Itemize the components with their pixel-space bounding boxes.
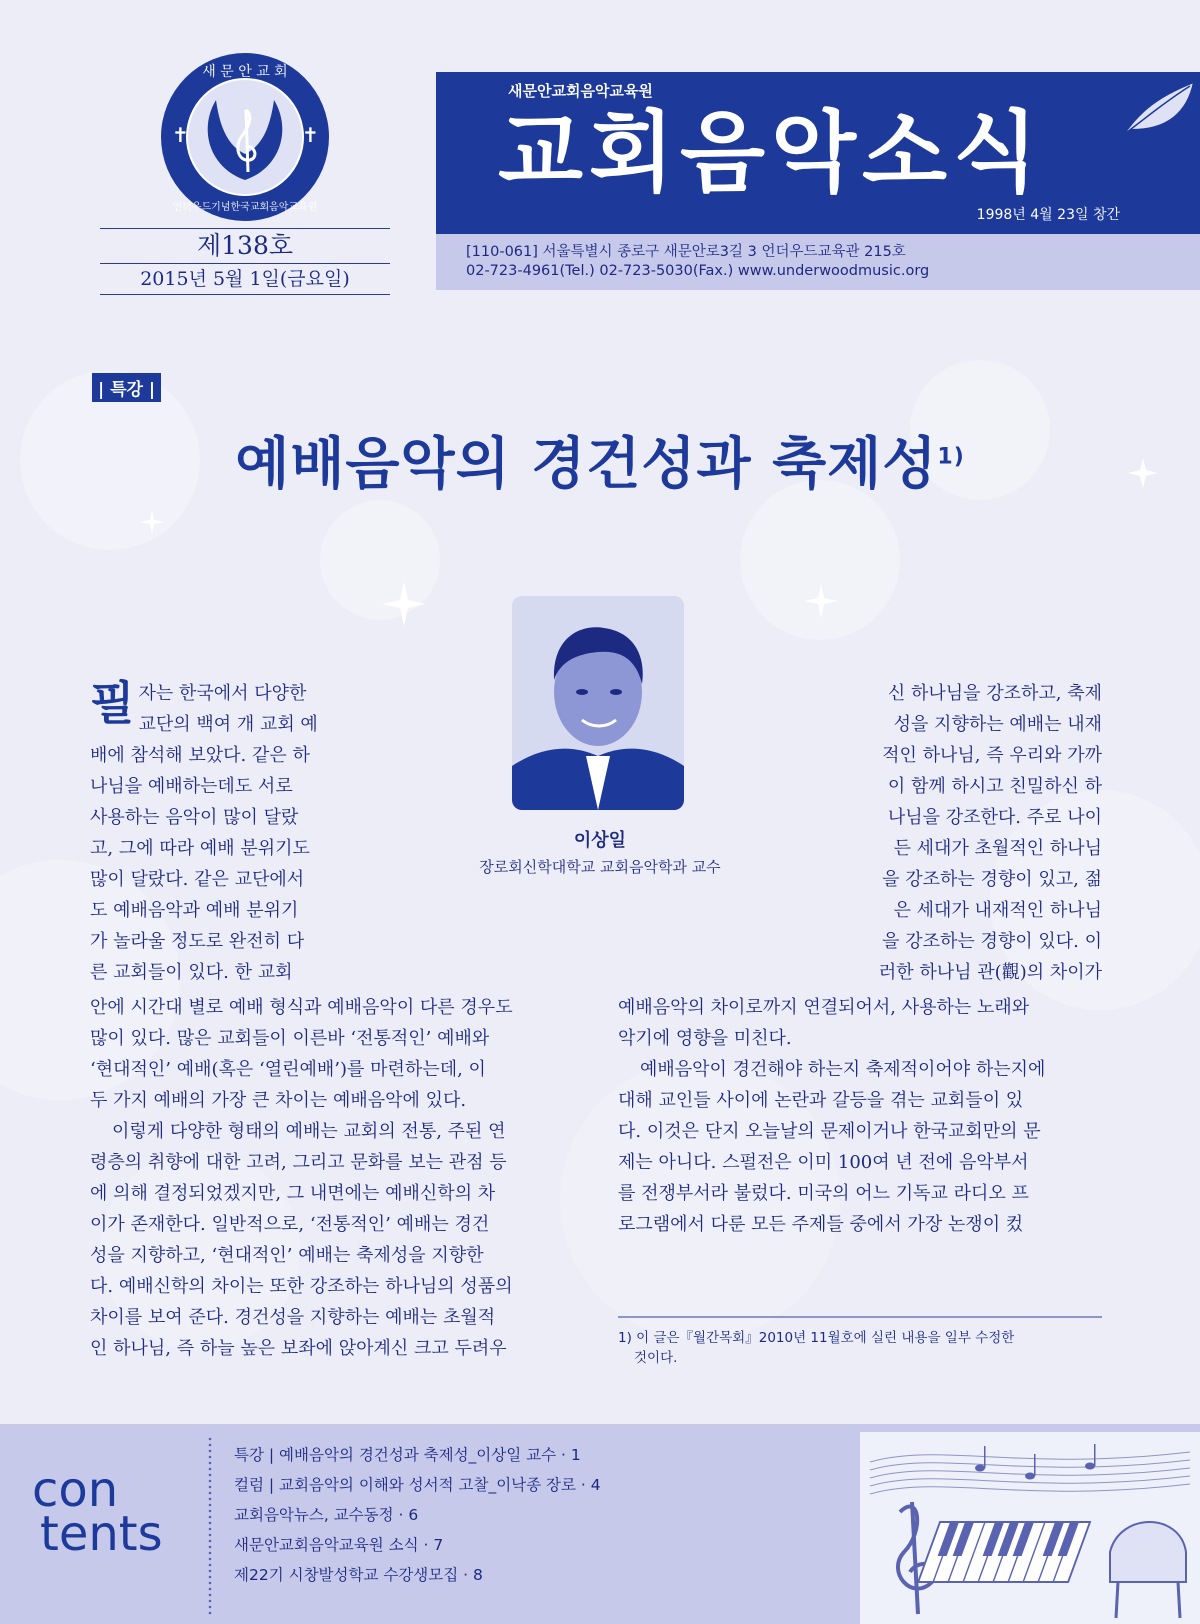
text-line: 러한 하나님 관(觀)의 차이가 bbox=[878, 962, 1102, 983]
section-tag: | 특강 | bbox=[92, 373, 161, 402]
svg-text:✝: ✝ bbox=[172, 123, 189, 147]
text-line: 이 함께 하시고 친밀하신 하 bbox=[887, 776, 1102, 797]
text-line: 고, 그에 따라 예배 분위기도 bbox=[90, 838, 310, 859]
drop-cap: 필 bbox=[90, 676, 135, 730]
text-line: 령층의 취향에 대한 고려, 그리고 문화를 보는 관점 등 bbox=[90, 1152, 507, 1173]
footnote bbox=[618, 1328, 1102, 1368]
issue-block bbox=[100, 228, 390, 295]
contents-list bbox=[234, 1440, 601, 1590]
text-line: 을 강조하는 경향이 있고, 젊 bbox=[882, 869, 1102, 890]
text-line: 로그램에서 다룬 모든 주제들 중에서 가장 논쟁이 컸 bbox=[618, 1214, 1024, 1235]
article-column-left-bottom bbox=[90, 992, 580, 1364]
seal-emblem bbox=[158, 50, 332, 224]
title-banner bbox=[436, 72, 1200, 234]
author-portrait bbox=[512, 596, 684, 810]
text-line: 성을 지향하는 예배는 내재 bbox=[893, 714, 1102, 735]
text-line: 자는 한국에서 다양한 bbox=[138, 683, 307, 704]
piano-illustration bbox=[860, 1432, 1200, 1624]
text-line: 도 예배음악과 예배 분위기 bbox=[90, 900, 299, 921]
author-affiliation: 장로회신학대학교 교회음악학과 교수 bbox=[479, 858, 721, 876]
text-line: 이가 존재한다. 일반적으로, ‘전통적인’ 예배는 경건 bbox=[90, 1214, 490, 1235]
article-title bbox=[0, 420, 1200, 500]
text-line: 가 놀라울 정도로 완전히 다 bbox=[90, 931, 305, 952]
text-line: 든 세대가 초월적인 하나님 bbox=[893, 838, 1102, 859]
newsletter-title: 교회음악소식 bbox=[498, 101, 1045, 204]
text-line: 배에 참석해 보았다. 같은 하 bbox=[90, 745, 310, 766]
text-line: 다. 예배신학의 차이는 또한 강조하는 하나님의 성품의 bbox=[90, 1276, 513, 1297]
address-line: [110-061] 서울특별시 종로구 새문안로3길 3 언더우드교육관 215호 bbox=[466, 244, 906, 260]
issue-number: 제138호 bbox=[196, 231, 294, 260]
contents-item[interactable]: 특강 | 예배음악의 경건성과 축제성_이상일 교수 · 1 bbox=[234, 1446, 581, 1464]
text-line: 차이를 보여 준다. 경건성을 지향하는 예배는 초월적 bbox=[90, 1307, 496, 1328]
text-line: 를 전쟁부서라 불렀다. 미국의 어느 기독교 라디오 프 bbox=[618, 1183, 1029, 1204]
text-line: 예배음악의 차이로까지 연결되어서, 사용하는 노래와 bbox=[618, 997, 1030, 1018]
contents-item[interactable]: 교회음악뉴스, 교수동정 · 6 bbox=[234, 1506, 419, 1524]
svg-text:언더우드기념한국교회음악교육원: 언더우드기념한국교회음악교육원 bbox=[172, 202, 318, 213]
text-line: 른 교회들이 있다. 한 교회 bbox=[90, 962, 293, 983]
contents-label-line: con bbox=[32, 1462, 119, 1518]
text-line: 악기에 영향을 미친다. bbox=[618, 1028, 792, 1049]
text-line: 교단의 백여 개 교회 예 bbox=[138, 714, 318, 735]
text-line: 인 하나님, 즉 하늘 높은 보좌에 앉아계신 크고 두려우 bbox=[90, 1338, 507, 1359]
text-line: 예배음악이 경건해야 하는지 축제적이어야 하는지에 bbox=[640, 1059, 1046, 1080]
footnote-line: 것이다. bbox=[634, 1350, 678, 1366]
article-column-right-bottom bbox=[618, 992, 1102, 1240]
text-line: 나님을 예배하는데도 서로 bbox=[90, 776, 293, 797]
text-line: 다. 이것은 단지 오늘날의 문제이거나 한국교회만의 문 bbox=[618, 1121, 1041, 1142]
text-line: 두 가지 예배의 가장 큰 차이는 예배음악에 있다. bbox=[90, 1090, 467, 1111]
dotted-divider bbox=[208, 1436, 212, 1616]
text-line: ‘현대적인’ 예배(혹은 ‘열린예배’)를 마련하는데, 이 bbox=[90, 1059, 486, 1080]
text-line: 많이 있다. 많은 교회들이 이른바 ‘전통적인’ 예배와 bbox=[90, 1028, 490, 1049]
article-column-right-top bbox=[844, 678, 1102, 988]
text-line: 많이 달랐다. 같은 교단에서 bbox=[90, 869, 305, 890]
text-line: 성을 지향하고, ‘현대적인’ 예배는 축제성을 지향한 bbox=[90, 1245, 484, 1266]
publisher-name: 새문안교회음악교육원 bbox=[508, 82, 653, 100]
text-line: 이렇게 다양한 형태의 예배는 교회의 전통, 주된 연 bbox=[112, 1121, 506, 1142]
contents-label-line: tents bbox=[40, 1506, 163, 1562]
text-line: 제는 아니다. 스펄전은 이미 100여 년 전에 음악부서 bbox=[618, 1152, 1029, 1173]
address-bar bbox=[436, 234, 1200, 290]
text-line: 사용하는 음악이 많이 달랐 bbox=[90, 807, 299, 828]
text-line: 적인 하나님, 즉 우리와 가까 bbox=[882, 745, 1102, 766]
issue-date: 2015년 5월 1일(금요일) bbox=[140, 268, 350, 290]
founded-date: 1998년 4월 23일 창간 bbox=[976, 207, 1120, 223]
article-title-text: 예배음악의 경건성과 축제성 bbox=[235, 432, 938, 497]
footnote-line: 1) 이 글은『월간목회』2010년 11월호에 실린 내용을 일부 수정한 bbox=[618, 1330, 1015, 1346]
article-column-left-top bbox=[90, 678, 352, 988]
footnote-marker: 1) bbox=[937, 444, 965, 470]
contact-line: 02-723-4961(Tel.) 02-723-5030(Fax.) www.underwoodmusic.org bbox=[466, 263, 930, 279]
text-line: 은 세대가 내재적인 하나님 bbox=[893, 900, 1102, 921]
text-line: 신 하나님을 강조하고, 축제 bbox=[887, 683, 1102, 704]
contents-item[interactable]: 컬럼 | 교회음악의 이해와 성서적 고찰_이낙종 장로 · 4 bbox=[234, 1476, 601, 1494]
text-line: 대해 교인들 사이에 논란과 갈등을 겪는 교회들이 있 bbox=[618, 1090, 1024, 1111]
contents-label bbox=[32, 1462, 163, 1562]
contents-item[interactable]: 제22기 시창발성학교 수강생모집 · 8 bbox=[234, 1566, 483, 1584]
author-name: 이상일 bbox=[573, 830, 627, 851]
text-line: 안에 시간대 별로 예배 형식과 예배음악이 다른 경우도 bbox=[90, 997, 513, 1018]
svg-text:새 문 안 교 회: 새 문 안 교 회 bbox=[202, 64, 288, 80]
text-line: 을 강조하는 경향이 있다. 이 bbox=[882, 931, 1102, 952]
footnote-divider bbox=[618, 1316, 1102, 1318]
contents-item[interactable]: 새문안교회음악교육원 소식 · 7 bbox=[234, 1536, 444, 1554]
text-line: 에 의해 결정되었겠지만, 그 내면에는 예배신학의 차 bbox=[90, 1183, 496, 1204]
text-line: 나님을 강조한다. 주로 나이 bbox=[887, 807, 1102, 828]
leaf-icon bbox=[1118, 78, 1200, 140]
svg-text:✝: ✝ bbox=[302, 123, 319, 147]
